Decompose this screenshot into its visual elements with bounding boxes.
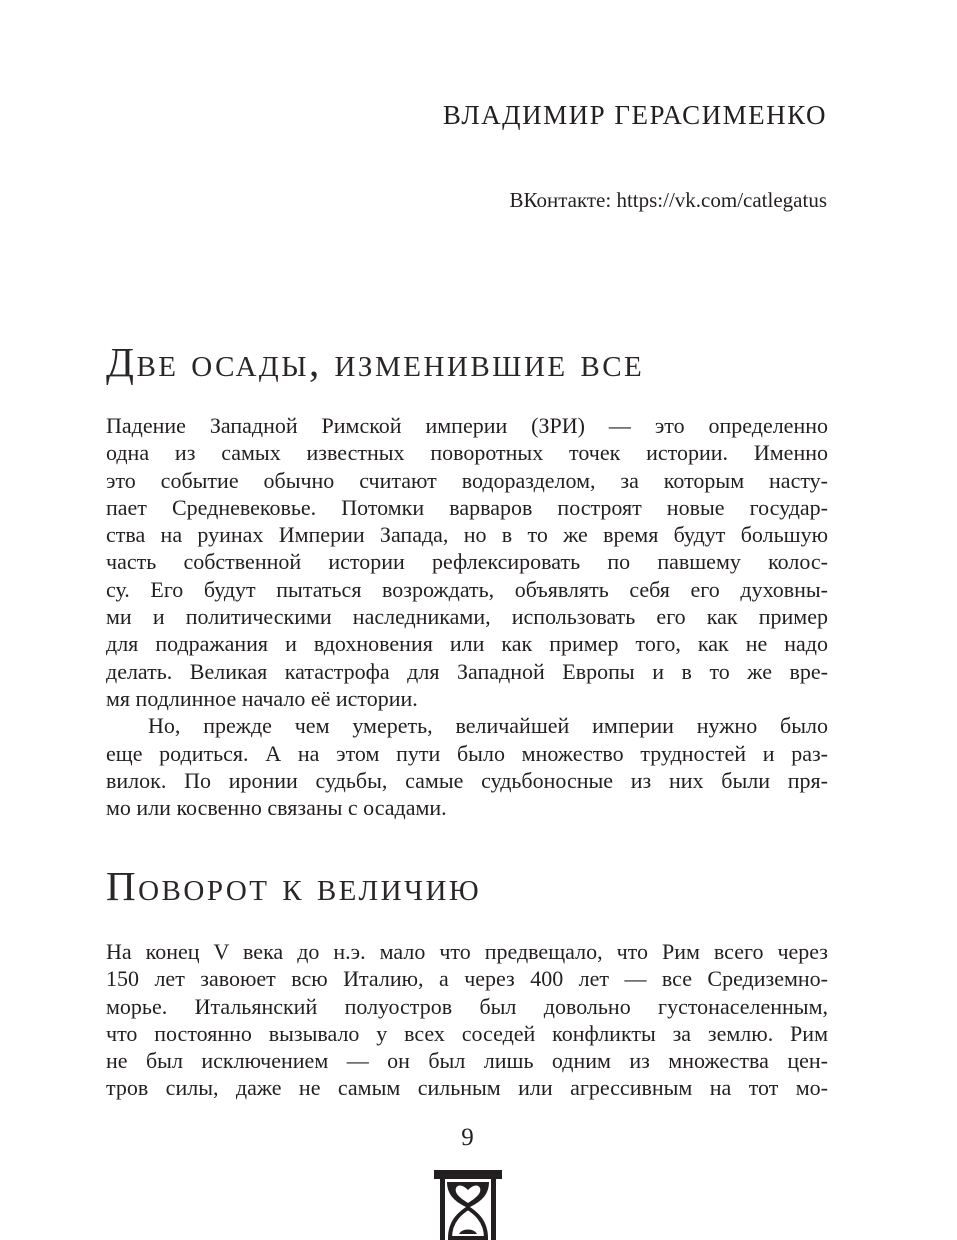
text-line: еще родиться. А на этом пути было множество трудностей и раз- (106, 740, 828, 766)
text-line: пает Средневековье. Потомки варваров построят новые государ- (106, 494, 828, 520)
text-line: Падение Западной Римской империи (ЗРИ) — это определенно (106, 413, 828, 438)
text-line: 150 лет завоюет всю Италию, а через 400 лет — все Средиземно- (106, 966, 828, 992)
text-line: мя подлинное начало её истории. (106, 685, 418, 711)
text-line: для подражания и вдохновения или как пример того, как не надо (106, 631, 828, 657)
page-number: 9 (461, 1124, 474, 1151)
contact-link: ВКонтакте: https://vk.com/catlegatus (509, 188, 827, 212)
author-name: ВЛАДИМИР ГЕРАСИМЕНКО (442, 100, 827, 130)
hourglass-icon (432, 1168, 504, 1240)
text-line: су. Его будут пытаться возрождать, объявлять себя его духовны- (106, 576, 828, 602)
text-line: одна из самых известных поворотных точек истории. Именно (106, 440, 828, 466)
text-line: это событие обычно считают водоразделом, за которым насту- (106, 467, 828, 493)
text-line: ства на руинах Империи Запада, но в то же время будут большую (106, 522, 828, 548)
text-line: тров силы, даже не самым сильным или агрессивным на тот мо- (106, 1075, 828, 1101)
text-line: мо или косвенно связаны с осадами. (106, 795, 447, 821)
section-heading: Поворот к величию (106, 863, 482, 909)
text-line: ми и политическими наследниками, использовать его как пример (106, 604, 828, 630)
text-line: не был исключением — он был лишь одним из множества цен- (106, 1048, 828, 1074)
text-line: делать. Великая катастрофа для Западной Европы и в то же вре- (106, 658, 828, 684)
text-line: морье. Итальянский полуостров был довольно густонаселенным, (106, 993, 828, 1019)
paragraph-block (106, 938, 828, 1102)
text-line: На конец V века до н.э. мало что предвещало, что Рим всего через (106, 939, 828, 964)
paragraph-block (106, 412, 828, 821)
text-line: часть собственной истории рефлексировать по павшему колос- (106, 549, 828, 575)
section-heading: Две осады, изменившие все (106, 339, 645, 385)
text-line: вилок. По иронии судьбы, самые судьбоносные из них были пря- (106, 767, 828, 793)
text-line: что постоянно вызывало у всех соседей конфликты за землю. Рим (106, 1020, 828, 1046)
text-line: Но, прежде чем умереть, величайшей империи нужно было (148, 713, 828, 739)
